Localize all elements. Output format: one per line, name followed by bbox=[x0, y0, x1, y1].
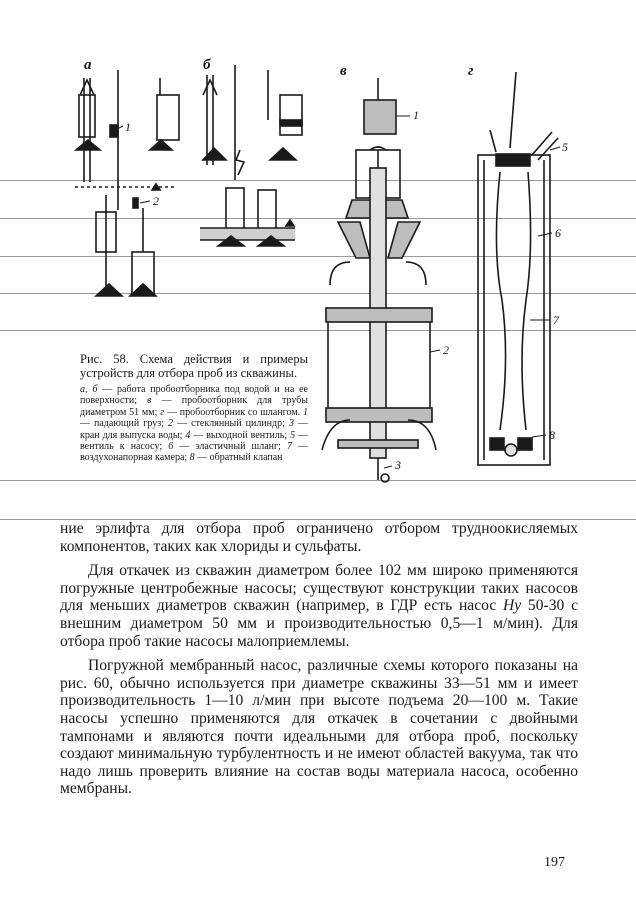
part-number: 6 bbox=[555, 226, 561, 240]
part-number: 1 bbox=[413, 108, 419, 122]
panel-v-diagram bbox=[322, 78, 436, 482]
figure-caption bbox=[80, 352, 308, 464]
panel-label-v: в bbox=[340, 63, 347, 79]
part-number: 1 bbox=[125, 120, 131, 134]
panel-label-a: а bbox=[84, 57, 92, 73]
part-number: 7 bbox=[553, 313, 559, 327]
paragraph: Для откачек из скважин диаметром более 102 мм широко применяются погружные центробежные насосы; существуют конструкции таких насосов для меньших диаметров скважин (например, в ГДР есть насос Hy 50-30 с внешним диаметром 50 мм и производительностью 0,5—1 м/мин). Для отбора проб такие насосы малоприемлемы. bbox=[60, 562, 578, 650]
panel-b-diagram bbox=[200, 65, 302, 246]
part-number: 8 bbox=[549, 428, 555, 442]
caption-title: Рис. 58. Схема действия и примеры устройств для отбора проб из скважины. bbox=[80, 352, 308, 380]
paragraph: ние эрлифта для отбора проб ограничено отбором трудноокисляемых компонентов, таких как хлориды и сульфаты. bbox=[60, 520, 578, 555]
part-number: 2 bbox=[443, 343, 449, 357]
panel-label-b: б bbox=[203, 57, 211, 73]
part-number: 5 bbox=[562, 140, 568, 154]
caption-legend: а, б — работа пробоотборника под водой и на ее поверхности; в — пробоотборник для трубы диаметром 51 мм; г — пробоотборник со шлангом. 1 — падающий груз; 2 — стеклянный цилиндр; 3 — кран для выпуска воды; 4 — выходной вентиль; 5 — вентиль к насосу; 6 — эластичный шланг; 7 — воздухонапорная камера; 8 — обратный клапан bbox=[80, 384, 309, 464]
panel-label-g: г bbox=[468, 63, 474, 79]
paragraph: Погружной мембранный насос, различные схемы которого показаны на рис. 60, обычно используется при диаметре скважины 33—51 мм и имеет производительность 1—10 л/мин при высоте подъема 20—100 м. Такие насосы успешно применяются для откачек в сочетании с двойными тампонами и являются почти идеальными для отбора проб, поскольку создают минимальную турбулентность и не имеют областей вакуума, так что надо лишь проверить влияние на состав воды материала насоса, особенно мембраны. bbox=[60, 657, 578, 798]
page-number: 197 bbox=[544, 855, 565, 870]
part-number: 2 bbox=[153, 194, 159, 208]
part-number: 3 bbox=[395, 458, 401, 472]
panel-g-diagram bbox=[478, 72, 558, 465]
body-text bbox=[60, 520, 578, 798]
panel-a-diagram bbox=[75, 70, 179, 296]
